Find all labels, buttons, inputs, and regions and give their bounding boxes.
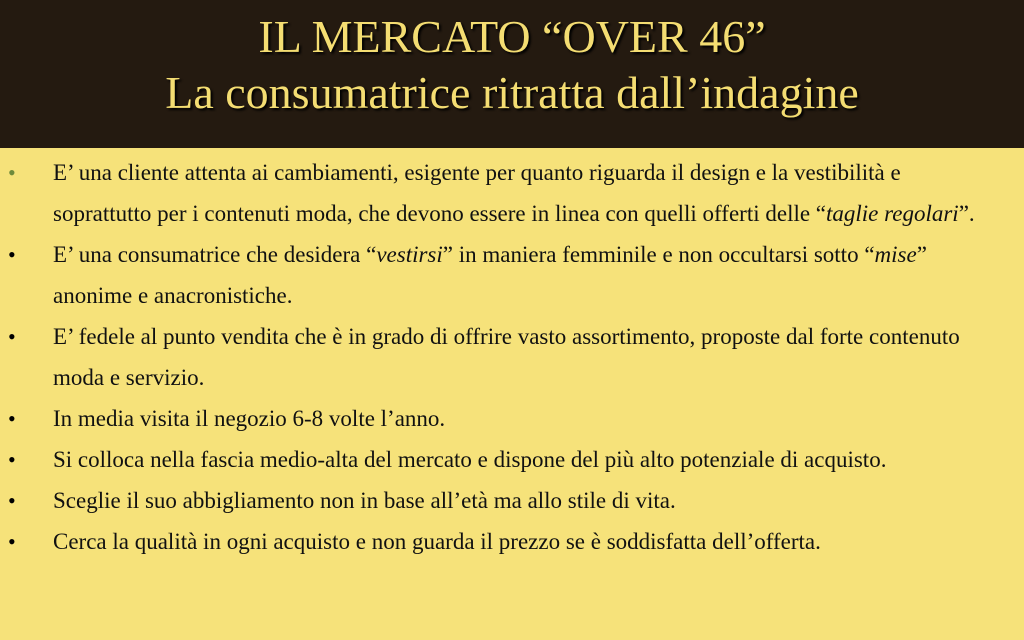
bullet-item-6 [0,480,1024,521]
bullet-icon: • [8,529,16,554]
bullet-text: In media visita il negozio 6-8 volte l’anno. [53,406,446,431]
bullet-item-3 [0,316,1024,398]
bullet-icon: • [8,447,16,472]
bullet-icon: • [8,160,16,185]
bullet-text: E’ una cliente attenta ai cambiamenti, esigente per quanto riguarda il design e la vestibilità e soprattutto per i contenuti moda, che devono essere in linea con quelli offerti delle “ [53,160,901,226]
bullet-item-2 [0,234,1024,316]
bullet-list [0,152,1024,562]
bullet-italic-text: mise [874,242,917,267]
bullet-item-4 [0,398,1024,439]
slide-body [0,152,1024,640]
bullet-icon: • [8,324,16,349]
bullet-text: ” in maniera femminile e non occultarsi sotto “ [442,242,875,267]
bullet-text: Cerca la qualità in ogni acquisto e non guarda il prezzo se è soddisfatta dell’offerta. [53,529,821,554]
bullet-text: ”. [958,201,975,226]
bullet-item-1 [0,152,1024,234]
slide-title-bar [0,0,1024,148]
slide-subtitle: La consumatrice ritratta dall’indagine [165,67,859,118]
bullet-text: E’ fedele al punto vendita che è in grado di offrire vasto assortimento, proposte dal forte contenuto moda e servizio. [53,324,960,390]
bullet-icon: • [8,406,16,431]
bullet-text: Si colloca nella fascia medio-alta del mercato e dispone del più alto potenziale di acquisto. [53,447,887,472]
bullet-icon: • [8,242,16,267]
bullet-italic-text: taglie regolari [826,201,959,226]
bullet-item-7 [0,521,1024,562]
bullet-text: ” anonime e anacronistiche. [53,242,927,308]
bullet-icon: • [8,488,16,513]
slide-title: IL MERCATO “OVER 46” [258,11,766,62]
bullet-italic-text: vestirsi [376,242,443,267]
bullet-text: E’ una consumatrice che desidera “ [53,242,377,267]
bullet-text: Sceglie il suo abbigliamento non in base all’età ma allo stile di vita. [53,488,676,513]
bullet-item-5 [0,439,1024,480]
